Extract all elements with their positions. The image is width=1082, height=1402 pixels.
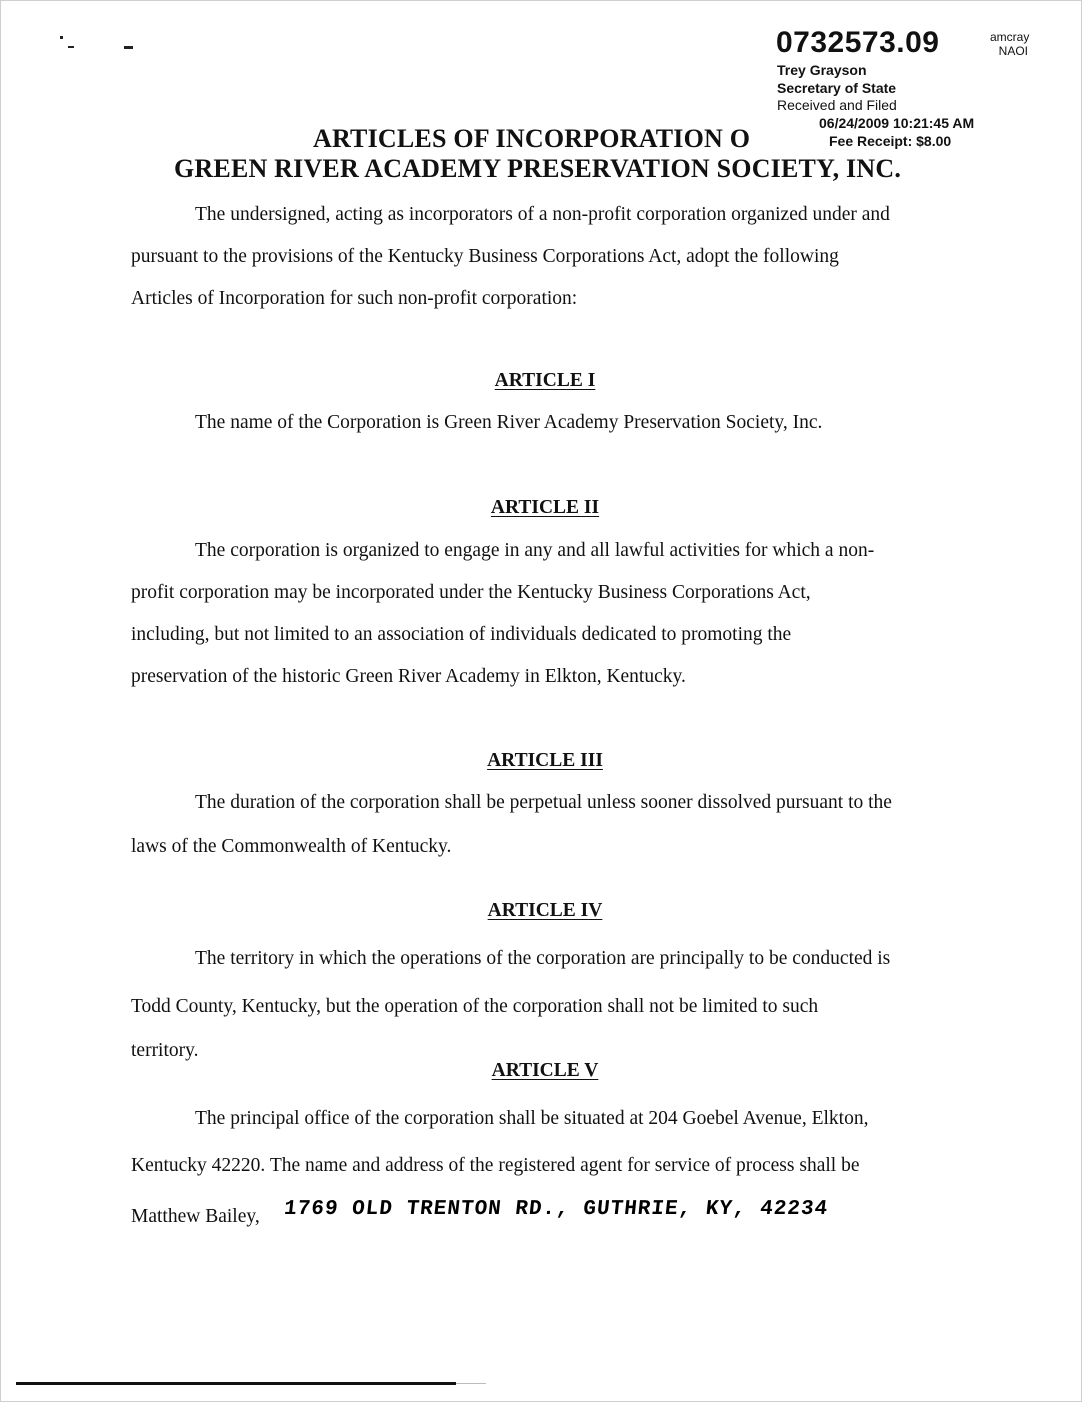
handwritten-agent-address: 1769 OLD TRENTON RD., GUTHRIE, KY, 42234 [282, 1198, 830, 1221]
article-5-line-3: Matthew Bailey, [131, 1206, 260, 1227]
article-3-heading: ARTICLE III [487, 750, 603, 771]
article-4-line-3: territory. [131, 1040, 199, 1061]
clerk-initials-line-2: NAOI [998, 44, 1028, 58]
article-5-line-1: The principal office of the corporation shall be situated at 204 Goebel Avenue, Elkton, [195, 1108, 869, 1129]
article-4-line-2: Todd County, Kentucky, but the operation of the corporation shall not be limited to such [131, 996, 819, 1017]
preamble-line-1: The undersigned, acting as incorporators of a non-profit corporation organized under and [195, 204, 890, 225]
official-name: Trey Grayson [777, 62, 867, 78]
article-4-heading: ARTICLE IV [487, 900, 603, 921]
clerk-initials [990, 30, 1028, 58]
article-5-line-2: Kentucky 42220. The name and address of the registered agent for service of process shall be [131, 1155, 860, 1176]
scan-speck [124, 46, 133, 49]
received-filed: Received and Filed [777, 97, 897, 113]
article-2-heading: ARTICLE II [490, 497, 600, 518]
scan-speck [60, 36, 63, 39]
fee-receipt: Fee Receipt: $8.00 [829, 133, 952, 149]
article-2-line-1: The corporation is organized to engage in any and all lawful activities for which a non- [195, 540, 875, 561]
article-2-line-3: including, but not limited to an association of individuals dedicated to promoting the [131, 624, 792, 645]
document-title-line-1: ARTICLES OF INCORPORATION O [313, 124, 751, 153]
filing-number: 0732573.09 [776, 26, 940, 59]
bottom-rule [16, 1382, 456, 1385]
article-3-line-2: laws of the Commonwealth of Kentucky. [131, 836, 452, 857]
preamble-line-3: Articles of Incorporation for such non-profit corporation: [131, 288, 578, 309]
article-3-line-1: The duration of the corporation shall be perpetual unless sooner dissolved pursuant to the [195, 792, 892, 813]
article-4-line-1: The territory in which the operations of the corporation are principally to be conducted is [195, 948, 891, 969]
article-2-line-2: profit corporation may be incorporated under the Kentucky Business Corporations Act, [131, 582, 811, 603]
document-title-line-2: GREEN RIVER ACADEMY PRESERVATION SOCIETY, INC. [174, 154, 902, 183]
article-1-line-1: The name of the Corporation is Green River Academy Preservation Society, Inc. [195, 412, 823, 433]
scan-speck [68, 46, 74, 48]
bottom-rule-fade [456, 1383, 486, 1384]
filing-timestamp: 06/24/2009 10:21:45 AM [819, 115, 975, 131]
article-2-line-4: preservation of the historic Green River Academy in Elkton, Kentucky. [131, 666, 686, 687]
preamble-line-2: pursuant to the provisions of the Kentucky Business Corporations Act, adopt the following [131, 246, 839, 267]
clerk-initials-line-1: amcray [990, 30, 1030, 44]
article-1-heading: ARTICLE I [494, 370, 596, 391]
official-title: Secretary of State [777, 80, 897, 96]
article-5-heading: ARTICLE V [491, 1060, 599, 1081]
